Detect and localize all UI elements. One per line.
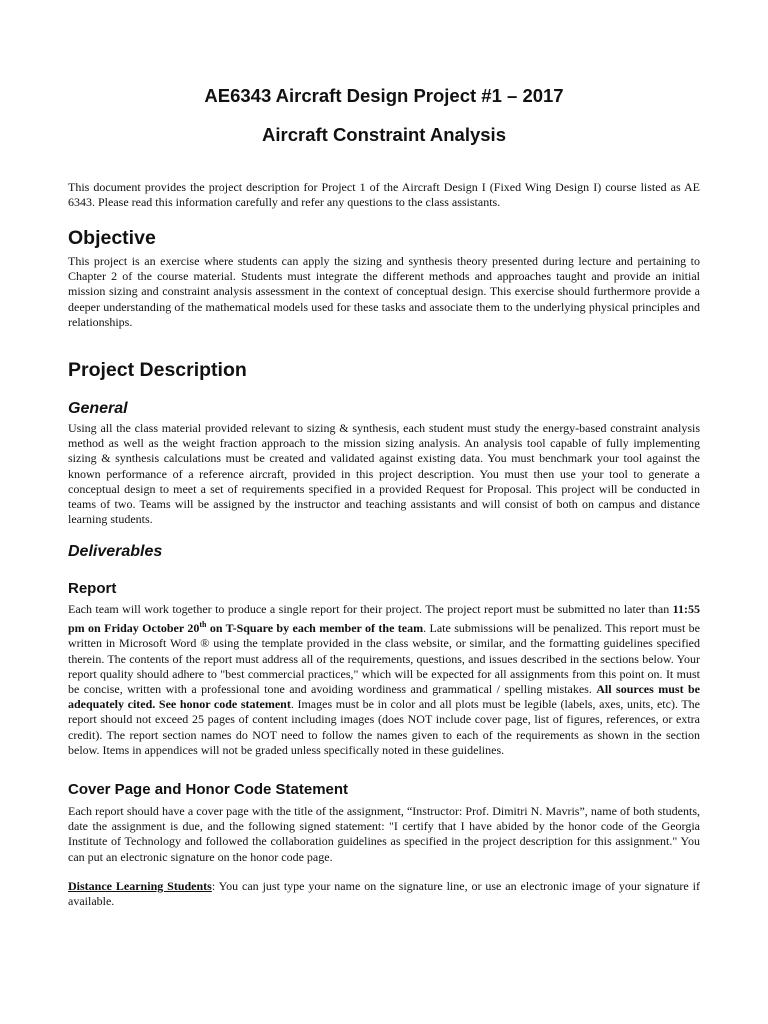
- objective-heading: Objective: [68, 227, 156, 249]
- project-description-heading: Project Description: [68, 359, 247, 381]
- report-honor-bold: See honor code statement: [158, 697, 291, 712]
- general-paragraph: Using all the class material provided relevant to sizing & synthesis, each student must study the energy-based constraint analysis method as well as the weight fraction approach to the mission sizing analysis. An analysis tool capable of fully implementing sizing & synthesis calculations must be created and validated against existing data. You must benchmark your tool against the known performance of a reference aircraft, provided in this project description. You must then use your tool to generate a conceptual design to meet a set of requirements specified in a provided Request for Proposal. This project will be conducted in teams of two. Teams will be assigned by the instructor and teaching assistants and will consist of both on campus and distance learning students.: [68, 421, 700, 527]
- report-deadline-a: 11:55 pm on Friday October 20: [68, 602, 700, 636]
- report-text-2: . Late submissions will be penalized. This report must be written in Microsoft Word ® using the template provided in the class website, or similar, and the formatting guidelines specified therein. The contents of the report must address all of the requirements, questions, and issues described in the sections below. Your report quality should adhere to "best commercial practices," which will be expected for all assignments from this point on. It must be concise, written with a professional tone and avoiding wordiness and grammatical / spelling mistakes.: [68, 621, 700, 697]
- objective-paragraph: This project is an exercise where students can apply the sizing and synthesis theory presented during lecture and pertaining to Chapter 2 of the course material. Students must integrate the different methods and approaches taught and provide an initial mission sizing and constraint analysis assessment in the context of conceptual design. This exercise should furthermore provide a deeper understanding of the mathematical models used for these tasks and associate them to the underlying physical principles and relationships.: [68, 254, 700, 329]
- report-text-1: Each team will work together to produce a single report for their project. The project report must be submitted no later than: [68, 602, 673, 616]
- cover-page-paragraph: Each report should have a cover page with the title of the assignment, “Instructor: Prof. Dimitri N. Mavris”, name of both students, date the assignment is due, and the following signed statement: "I certify that I have abided by the honor code of the Georgia Institute of Technology and followed the collaboration guidelines as specified in the project description for this assignment." You can put an electronic signature on the honor code page.: [68, 804, 700, 864]
- distance-learning-label: Distance Learning Students: [68, 879, 212, 893]
- report-text-3: . Images must be in color and all plots must be legible (labels, axes, units, etc). The report should not exceed 25 pages of content including images (does NOT include cover page, list of figures, references, or extra credit). The report section names do NOT need to follow the names given to each of the requirements as shown in the section below. Items in appendices will not be graded unless specifically noted in these guidelines.: [68, 697, 701, 757]
- report-paragraph: [68, 602, 700, 758]
- distance-learning-paragraph: [68, 879, 700, 909]
- deliverables-heading: Deliverables: [68, 543, 163, 560]
- report-deadline-sup: th: [199, 620, 207, 630]
- intro-paragraph: This document provides the project description for Project 1 of the Aircraft Design I (Fixed Wing Design I) course listed as AE 6343. Please read this information carefully and refer any questions to the class assistants.: [68, 180, 700, 210]
- document-subtitle: Aircraft Constraint Analysis: [262, 124, 506, 145]
- general-heading: General: [68, 400, 128, 417]
- report-sep: .: [152, 697, 159, 712]
- report-deadline-b: on T-Square by each member of the team: [206, 621, 424, 636]
- cover-page-heading: Cover Page and Honor Code Statement: [68, 781, 349, 798]
- report-heading: Report: [68, 580, 117, 597]
- document-title: AE6343 Aircraft Design Project #1 – 2017: [204, 85, 564, 106]
- distance-learning-text: : You can just type your name on the signature line, or use an electronic image of your signature if available.: [68, 879, 700, 909]
- report-cite-bold: All sources must be adequately cited: [68, 682, 700, 712]
